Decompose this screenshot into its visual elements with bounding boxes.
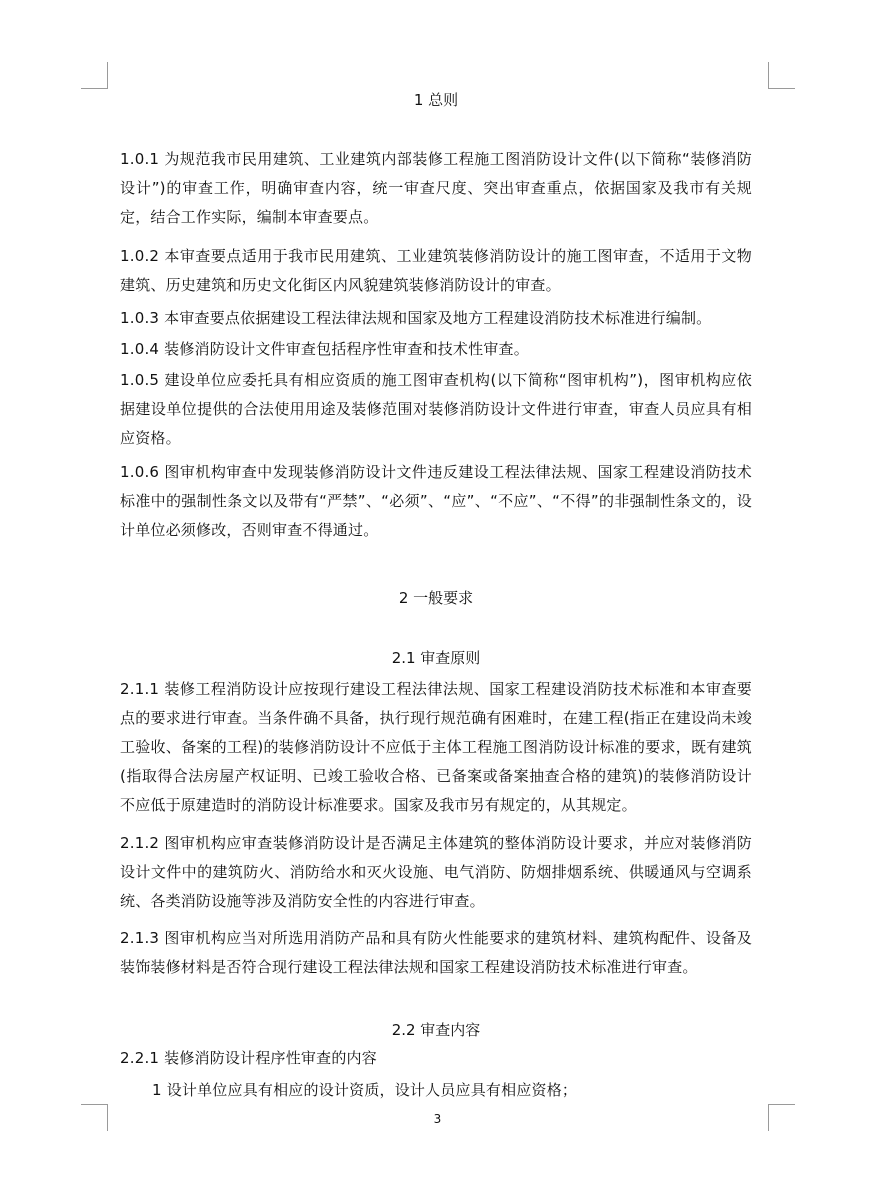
crop-mark-top-left (81, 62, 108, 89)
clause-2-1-2: 2.1.2 图审机构应审查装修消防设计是否满足主体建筑的整体消防设计要求，并应对装修消防设计文件中的建筑防火、消防给水和灭火设施、电气消防、防烟排烟系统、供暖通风与空调系统、各类消防设施等涉及消防安全性的内容进行审查。 (120, 834, 752, 910)
clause-2-2-1-item-1: 1 设计单位应具有相应的设计资质，设计人员应具有相应资格； (152, 1081, 578, 1099)
clause-1-0-6: 1.0.6 图审机构审查中发现装修消防设计文件违反建设工程法律法规、国家工程建设消防技术标准中的强制性条文以及带有“严禁”、“必须”、“应”、“不应”、“不得”的非强制性条文的，设计单位必须修改，否则审查不得通过。 (120, 463, 752, 539)
section-2-title: 2 一般要求 (398, 589, 474, 607)
crop-mark-top-right (768, 62, 795, 89)
page-number: 3 (433, 1112, 442, 1126)
clause-1-0-5: 1.0.5 建设单位应委托具有相应资质的施工图审查机构(以下简称“图审机构”)，图审机构应依据建设单位提供的合法使用用途及装修范围对装修消防设计文件进行审查，审查人员应具有相应资格。 (120, 371, 752, 447)
section-2-2-title: 2.2 审查内容 (391, 1021, 481, 1039)
clause-2-2-1: 2.2.1 装修消防设计程序性审查的内容 (120, 1049, 377, 1067)
clause-1-0-3: 1.0.3 本审查要点依据建设工程法律法规和国家及地方工程建设消防技术标准进行编制。 (120, 309, 712, 327)
clause-1-0-2: 1.0.2 本审查要点适用于我市民用建筑、工业建筑装修消防设计的施工图审查，不适用于文物建筑、历史建筑和历史文化街区内风貌建筑装修消防设计的审查。 (120, 247, 752, 294)
section-1-title: 1 总则 (413, 91, 459, 109)
clause-1-0-4: 1.0.4 装修消防设计文件审查包括程序性审查和技术性审查。 (120, 340, 529, 358)
clause-2-1-1: 2.1.1 装修工程消防设计应按现行建设工程法律法规、国家工程建设消防技术标准和本审查要点的要求进行审查。当条件确不具备，执行现行规范确有困难时，在建工程(指正在建设尚未竣工验收、备案的工程)的装修消防设计不应低于主体工程施工图消防设计标准的要求，既有建筑(指取得合法房屋产权证明、已竣工验收合格、已备案或备案抽查合格的建筑)的装修消防设计不应低于原建造时的消防设计标准要求。国家及我市另有规定的，从其规定。 (120, 680, 752, 814)
clause-1-0-1: 1.0.1 为规范我市民用建筑、工业建筑内部装修工程施工图消防设计文件(以下简称“装修消防设计”)的审查工作，明确审查内容，统一审查尺度、突出审查重点，依据国家及我市有关规定，结合工作实际，编制本审查要点。 (120, 150, 752, 226)
section-2-1-title: 2.1 审查原则 (391, 649, 481, 667)
clause-2-1-3: 2.1.3 图审机构应当对所选用消防产品和具有防火性能要求的建筑材料、建筑构配件、设备及装饰装修材料是否符合现行建设工程法律法规和国家工程建设消防技术标准进行审查。 (120, 929, 752, 976)
